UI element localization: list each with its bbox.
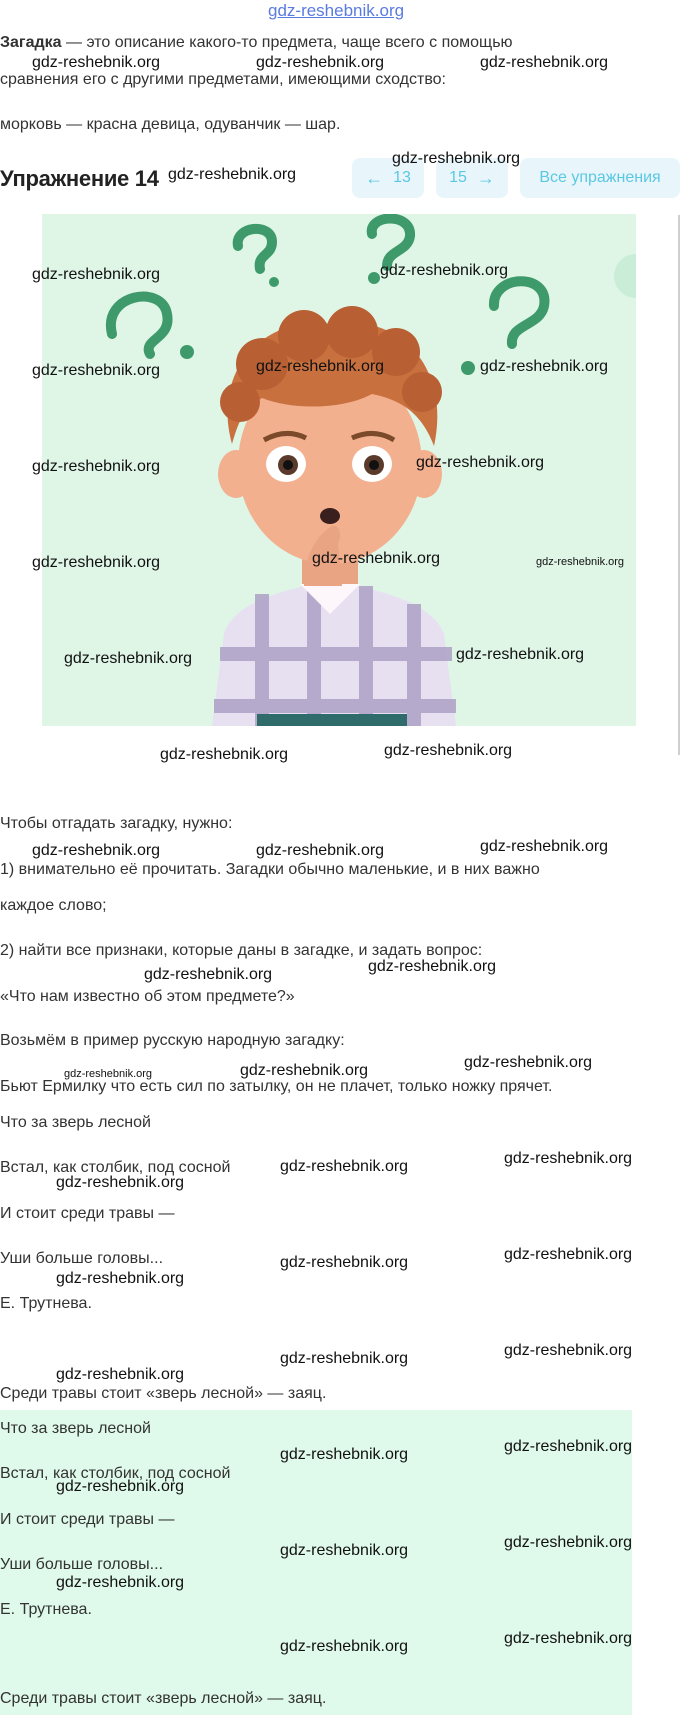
watermark: gdz-reshebnik.org	[256, 54, 385, 71]
watermark: gdz-reshebnik.org	[280, 1542, 409, 1559]
all-exercises-label: Все упражнения	[539, 169, 661, 186]
definition-example: морковь — красна девица, одуванчик — шар.	[0, 116, 341, 133]
poem-line: Уши больше головы...	[0, 1250, 164, 1267]
watermark: gdz-reshebnik.org	[504, 1534, 633, 1551]
folk-riddle: Бьют Ермилку что есть сил по затылку, он не плачет, только ножку прячет.	[0, 1078, 553, 1095]
watermark: gdz-reshebnik.org	[380, 262, 509, 279]
watermark: gdz-reshebnik.org	[56, 1366, 185, 1383]
watermark: gdz-reshebnik.org	[256, 358, 385, 375]
page-title: Упражнение 14	[0, 166, 159, 191]
next-exercise-label: 15	[449, 169, 467, 186]
watermark: gdz-reshebnik.org	[456, 646, 585, 663]
poem-line: Встал, как столбик, под сосной	[0, 1159, 231, 1176]
answer-text: Среди травы стоит «зверь лесной» — заяц.	[0, 1690, 327, 1707]
poem-line: И стоит среди травы —	[0, 1205, 175, 1222]
step-2-line-1: 2) найти все признаки, которые даны в загадке, и задать вопрос:	[0, 942, 483, 959]
watermark: gdz-reshebnik.org	[280, 1638, 409, 1655]
watermark: gdz-reshebnik.org	[64, 650, 193, 667]
question-mark-icon	[372, 219, 410, 267]
watermark: gdz-reshebnik.org	[56, 1270, 185, 1287]
watermark: gdz-reshebnik.org	[144, 966, 273, 983]
watermark: gdz-reshebnik.org	[312, 550, 441, 567]
watermark: gdz-reshebnik.org	[280, 1350, 409, 1367]
watermark: gdz-reshebnik.org	[32, 554, 161, 571]
watermark: gdz-reshebnik.org	[280, 1446, 409, 1463]
arrow-right-icon: →	[476, 168, 495, 188]
watermark: gdz-reshebnik.org	[536, 556, 625, 568]
watermark: gdz-reshebnik.org	[504, 1150, 633, 1167]
watermark: gdz-reshebnik.org	[32, 54, 161, 71]
answer-poem-author: Е. Трутнева.	[0, 1601, 92, 1618]
watermark: gdz-reshebnik.org	[368, 958, 497, 975]
watermark: gdz-reshebnik.org	[56, 1174, 185, 1191]
how-to-intro: Чтобы отгадать загадку, нужно:	[0, 815, 233, 832]
watermark: gdz-reshebnik.org	[392, 150, 521, 167]
watermark: gdz-reshebnik.org	[32, 266, 161, 283]
watermark: gdz-reshebnik.org	[168, 166, 297, 183]
example-intro: Возьмём в пример русскую народную загадку:	[0, 1032, 345, 1049]
watermark: gdz-reshebnik.org	[32, 842, 161, 859]
watermark: gdz-reshebnik.org	[464, 1054, 593, 1071]
watermark: gdz-reshebnik.org	[64, 1068, 153, 1080]
watermark: gdz-reshebnik.org	[504, 1630, 633, 1647]
definition-line-1	[0, 34, 513, 52]
definition-text: — это описание какого-то предмета, чаще всего с помощью	[61, 34, 513, 51]
definition-term: Загадка	[0, 34, 62, 51]
watermark: gdz-reshebnik.org	[480, 838, 609, 855]
definition-line-2: сравнения его с другими предметами, имеющими сходство:	[0, 71, 446, 88]
watermark: gdz-reshebnik.org	[32, 362, 161, 379]
riddle-answer: Среди травы стоит «зверь лесной» — заяц.	[0, 1385, 327, 1402]
watermark: gdz-reshebnik.org	[56, 1478, 185, 1495]
watermark: gdz-reshebnik.org	[384, 742, 513, 759]
watermark: gdz-reshebnik.org	[56, 1574, 185, 1591]
watermark: gdz-reshebnik.org	[280, 1158, 409, 1175]
watermark: gdz-reshebnik.org	[504, 1246, 633, 1263]
answer-poem-line: И стоит среди травы —	[0, 1511, 175, 1528]
watermark: gdz-reshebnik.org	[256, 842, 385, 859]
poem-author: Е. Трутнева.	[0, 1295, 92, 1312]
step-2-line-2: «Что нам известно об этом предмете?»	[0, 988, 295, 1005]
watermark: gdz-reshebnik.org	[280, 1254, 409, 1271]
site-link[interactable]: gdz-reshebnik.org	[268, 1, 405, 20]
watermark: gdz-reshebnik.org	[416, 454, 545, 471]
step-1-line-2: каждое слово;	[0, 897, 107, 914]
watermark: gdz-reshebnik.org	[240, 1062, 369, 1079]
prev-exercise-label: 13	[393, 169, 411, 186]
all-exercises-button[interactable]	[520, 158, 680, 198]
answer-poem-line: Уши больше головы...	[0, 1556, 164, 1573]
poem-line: Что за зверь лесной	[0, 1114, 151, 1131]
watermark: gdz-reshebnik.org	[480, 358, 609, 375]
watermark: gdz-reshebnik.org	[480, 54, 609, 71]
question-mark-icon	[494, 281, 544, 344]
question-mark-icon	[111, 297, 168, 354]
watermark: gdz-reshebnik.org	[160, 746, 289, 763]
arrow-left-icon: ←	[365, 168, 384, 188]
answer-poem-line: Что за зверь лесной	[0, 1420, 151, 1437]
watermark: gdz-reshebnik.org	[504, 1438, 633, 1455]
watermark: gdz-reshebnik.org	[504, 1342, 633, 1359]
question-mark-icon	[238, 229, 272, 269]
step-1-line-1: 1) внимательно её прочитать. Загадки обычно маленькие, и в них важно	[0, 861, 540, 878]
answer-poem-line: Встал, как столбик, под сосной	[0, 1465, 231, 1482]
watermark: gdz-reshebnik.org	[32, 458, 161, 475]
